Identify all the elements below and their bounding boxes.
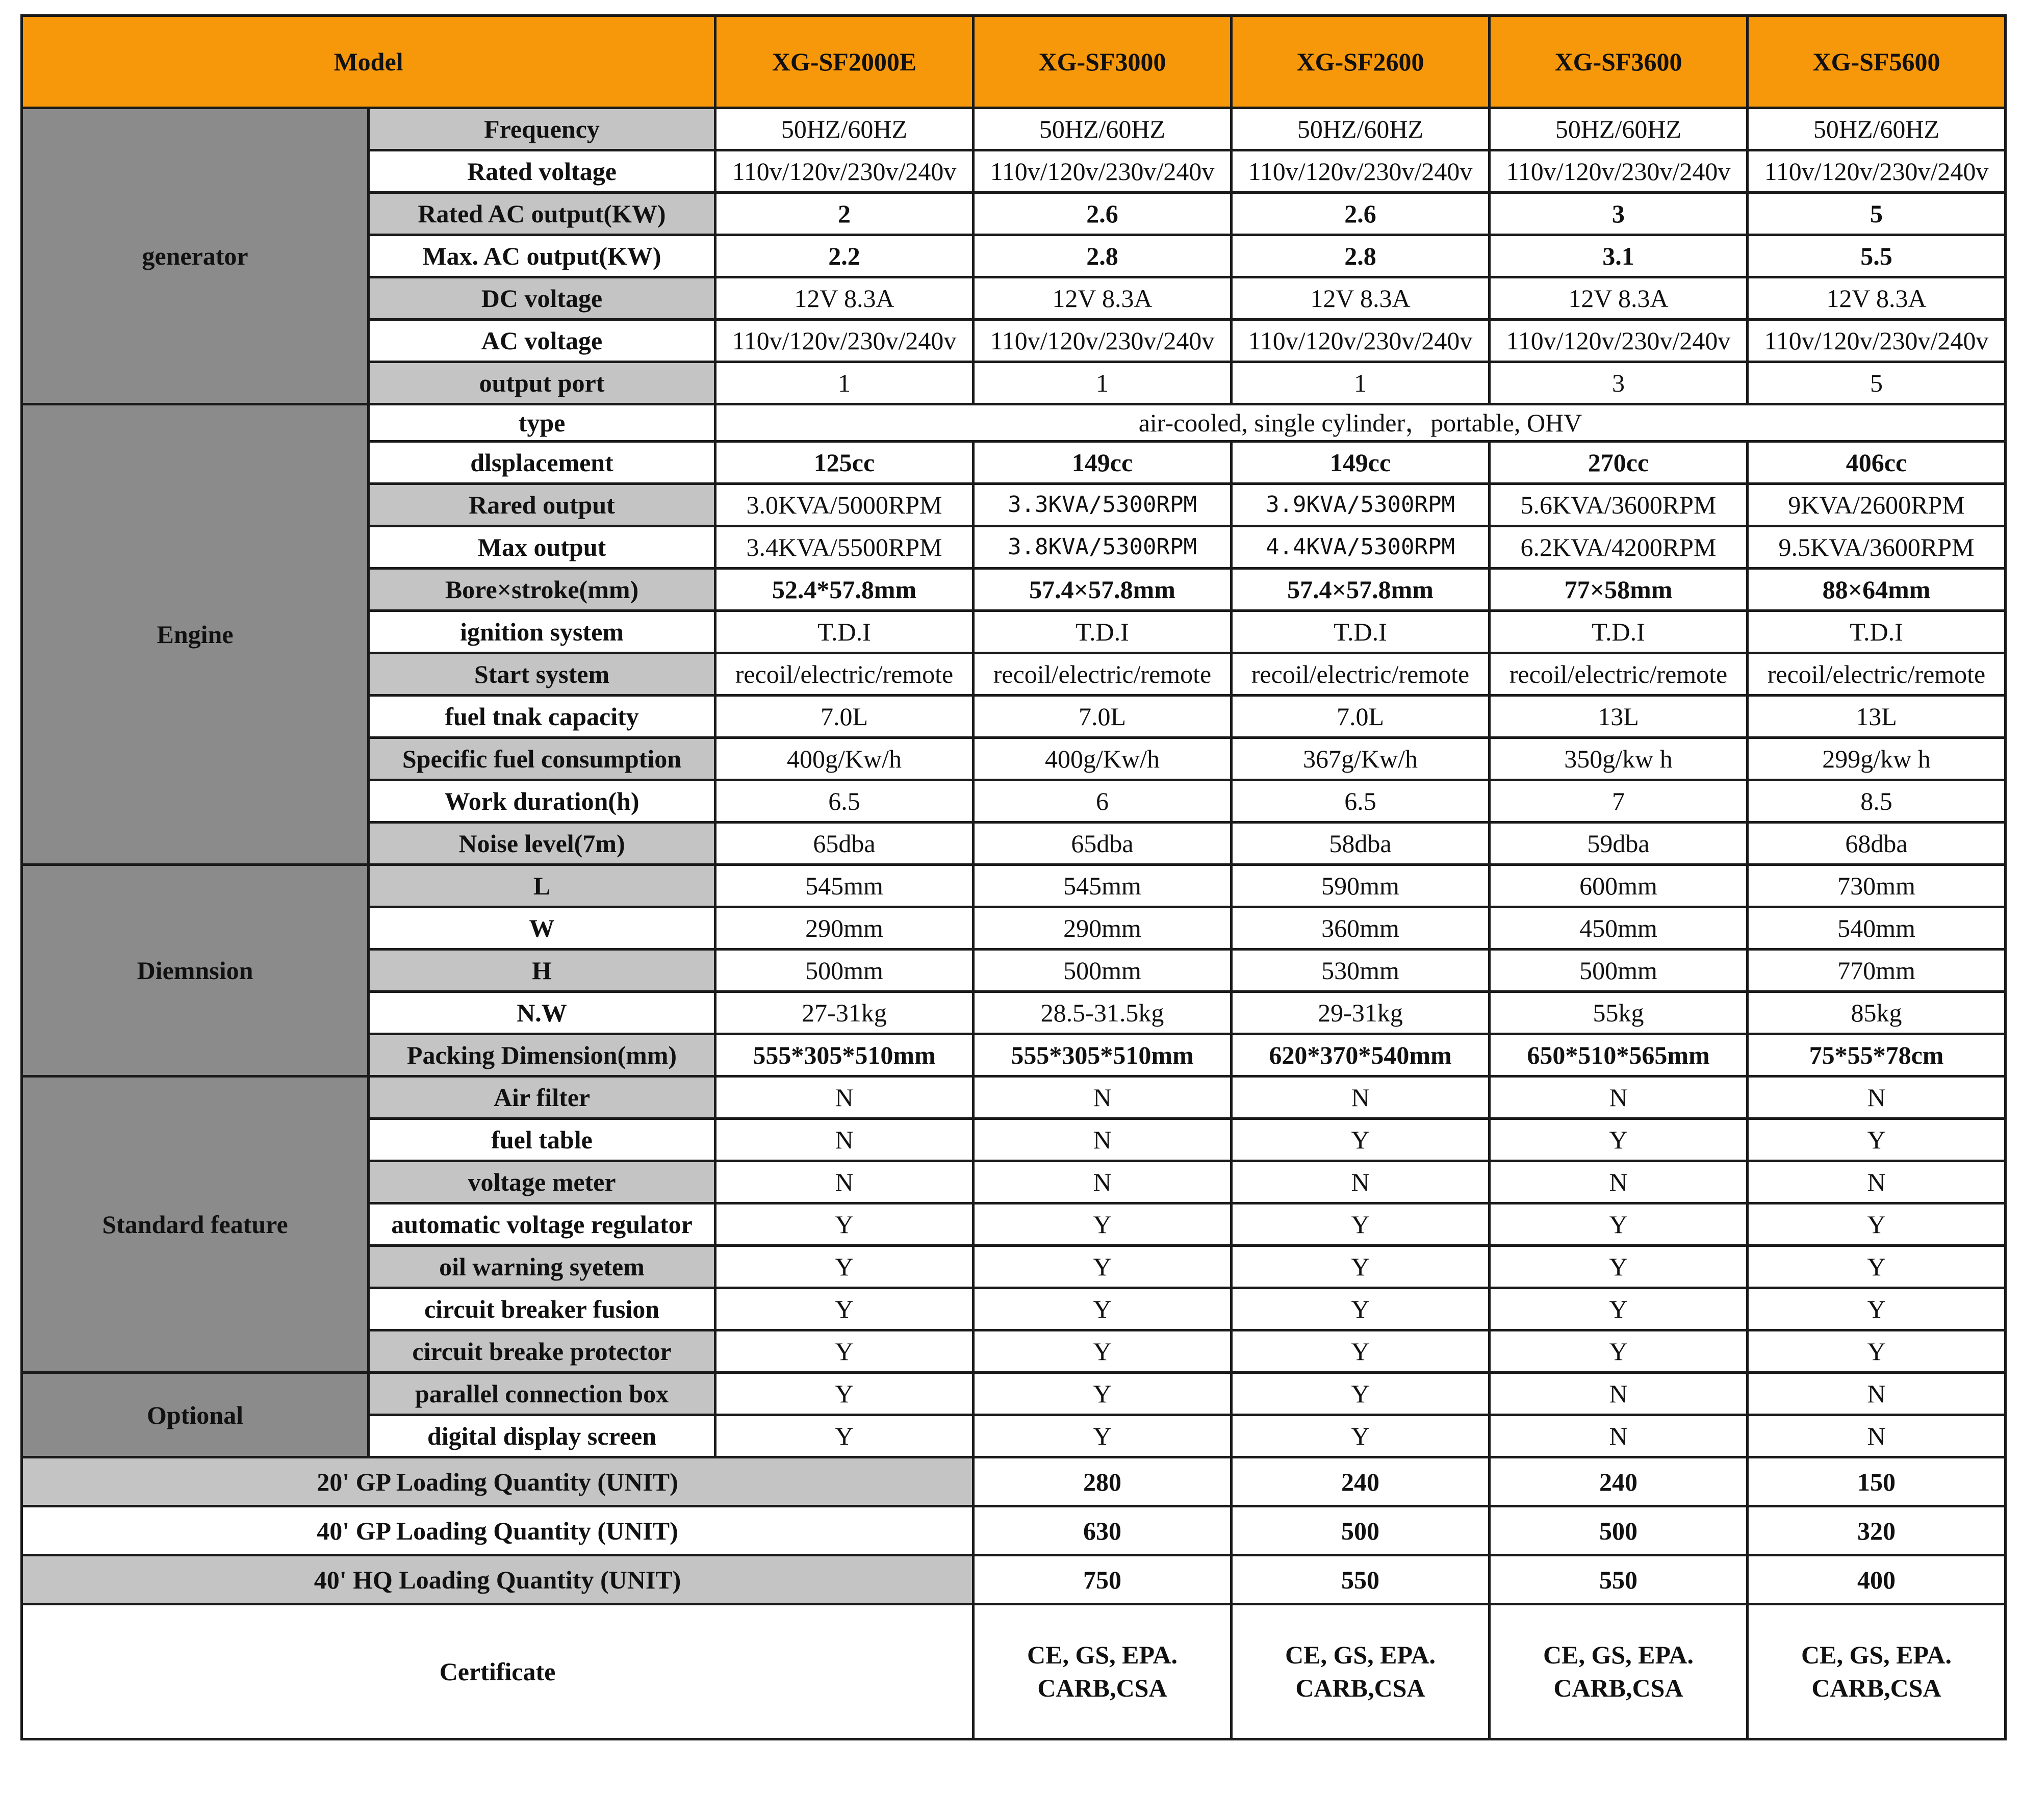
spec-value: 1 — [715, 362, 974, 404]
spec-value: 2.8 — [974, 235, 1232, 277]
spec-value: T.D.I — [1232, 611, 1490, 653]
spec-label: Air filter — [369, 1076, 715, 1119]
spec-value: 13L — [1490, 696, 1748, 738]
spec-label: fuel tnak capacity — [369, 696, 715, 738]
spec-label: Rated voltage — [369, 150, 715, 193]
spec-value: 500mm — [974, 950, 1232, 992]
spec-value: 68dba — [1748, 823, 2006, 865]
spec-value: 110v/120v/230v/240v — [974, 150, 1232, 193]
spec-value: 3.9KVA/5300RPM — [1232, 484, 1490, 526]
certificate-label: Certificate — [22, 1604, 974, 1739]
spec-value: 27-31kg — [715, 992, 974, 1034]
spec-value: Y — [1490, 1330, 1748, 1373]
spec-value: 545mm — [974, 865, 1232, 907]
spec-value: 3.1 — [1490, 235, 1748, 277]
spec-value: 29-31kg — [1232, 992, 1490, 1034]
spec-value: Y — [1232, 1203, 1490, 1246]
loading-row — [22, 1457, 2006, 1506]
model-name-3: XG-SF3600 — [1490, 16, 1748, 108]
spec-value: 1 — [1232, 362, 1490, 404]
spec-value: 110v/120v/230v/240v — [715, 150, 974, 193]
engine-group-label: Engine — [22, 404, 369, 865]
spec-value: 555*305*510mm — [715, 1034, 974, 1076]
spec-value: recoil/electric/remote — [1748, 653, 2006, 696]
spec-value: N — [1748, 1373, 2006, 1415]
spec-value: recoil/electric/remote — [974, 653, 1232, 696]
model-header: Model — [22, 16, 715, 108]
spec-value: N — [974, 1161, 1232, 1203]
spec-value: 110v/120v/230v/240v — [1748, 320, 2006, 362]
spec-value: Y — [1748, 1246, 2006, 1288]
certificate-value — [1490, 1604, 1748, 1739]
spec-value: 540mm — [1748, 907, 2006, 950]
spec-value: Y — [715, 1203, 974, 1246]
spec-value: N — [1490, 1373, 1748, 1415]
spec-value: 620*370*540mm — [1232, 1034, 1490, 1076]
spec-value: 400g/Kw/h — [715, 738, 974, 780]
loading-value: 280 — [974, 1457, 1232, 1506]
spec-value: Y — [715, 1246, 974, 1288]
spec-label: W — [369, 907, 715, 950]
spec-value: 3 — [1490, 362, 1748, 404]
spec-value: 7.0L — [1232, 696, 1490, 738]
spec-value: T.D.I — [1748, 611, 2006, 653]
spec-value: Y — [1490, 1203, 1748, 1246]
spec-value: 6 — [974, 780, 1232, 823]
certificate-line-2: CARB,CSA — [1037, 1674, 1167, 1702]
loading-label: 40' HQ Loading Quantity (UNIT) — [22, 1555, 974, 1604]
loading-value: 150 — [1748, 1457, 2006, 1506]
spec-value: 52.4*57.8mm — [715, 569, 974, 611]
loading-value: 500 — [1490, 1506, 1748, 1555]
spec-value: N — [1748, 1076, 2006, 1119]
spec-value: 299g/kw h — [1748, 738, 2006, 780]
spec-label: digital display screen — [369, 1415, 715, 1457]
spec-value: 600mm — [1490, 865, 1748, 907]
spec-value: 9KVA/2600RPM — [1748, 484, 2006, 526]
dimension-row — [22, 865, 2006, 907]
spec-value: 7.0L — [715, 696, 974, 738]
certificate-line-2: CARB,CSA — [1295, 1674, 1425, 1702]
spec-value: N — [1490, 1415, 1748, 1457]
spec-value: Y — [715, 1415, 974, 1457]
spec-value: 7.0L — [974, 696, 1232, 738]
spec-value: 450mm — [1490, 907, 1748, 950]
certificate-line-1: CE, GS, EPA. — [1027, 1640, 1178, 1669]
model-name-4: XG-SF5600 — [1748, 16, 2006, 108]
spec-value: 500mm — [1490, 950, 1748, 992]
spec-value: Y — [1748, 1330, 2006, 1373]
spec-label: oil warning syetem — [369, 1246, 715, 1288]
spec-label: Rated AC output(KW) — [369, 193, 715, 235]
spec-label: automatic voltage regulator — [369, 1203, 715, 1246]
spec-value: 110v/120v/230v/240v — [1490, 150, 1748, 193]
spec-value: 59dba — [1490, 823, 1748, 865]
spec-value: 650*510*565mm — [1490, 1034, 1748, 1076]
spec-value: 5 — [1748, 362, 2006, 404]
spec-value: 110v/120v/230v/240v — [1232, 150, 1490, 193]
spec-value: 2.8 — [1232, 235, 1490, 277]
spec-value: 28.5-31.5kg — [974, 992, 1232, 1034]
generator-group-label: generator — [22, 108, 369, 404]
spec-value: 555*305*510mm — [974, 1034, 1232, 1076]
spec-label: ignition system — [369, 611, 715, 653]
spec-value: T.D.I — [715, 611, 974, 653]
spec-value: 3.3KVA/5300RPM — [974, 484, 1232, 526]
spec-value: 110v/120v/230v/240v — [1748, 150, 2006, 193]
spec-value: 290mm — [715, 907, 974, 950]
spec-value: Y — [715, 1330, 974, 1373]
spec-value: 1 — [974, 362, 1232, 404]
spec-label: circuit breaker fusion — [369, 1288, 715, 1330]
spec-value: 6.5 — [715, 780, 974, 823]
spec-label: Frequency — [369, 108, 715, 150]
loading-label: 40' GP Loading Quantity (UNIT) — [22, 1506, 974, 1555]
spec-value: Y — [1232, 1288, 1490, 1330]
spec-label: H — [369, 950, 715, 992]
spec-value: 8.5 — [1748, 780, 2006, 823]
spec-value: 406cc — [1748, 442, 2006, 484]
spec-value: N — [974, 1119, 1232, 1161]
spec-label: N.W — [369, 992, 715, 1034]
spec-value: 5.5 — [1748, 235, 2006, 277]
spec-label: L — [369, 865, 715, 907]
certificate-value — [1748, 1604, 2006, 1739]
spec-label: Packing Dimension(mm) — [369, 1034, 715, 1076]
certificate-line-1: CE, GS, EPA. — [1543, 1640, 1694, 1669]
spec-label: voltage meter — [369, 1161, 715, 1203]
spec-value: Y — [715, 1288, 974, 1330]
spec-value: Y — [1748, 1288, 2006, 1330]
spec-value: recoil/electric/remote — [1232, 653, 1490, 696]
spec-value: 110v/120v/230v/240v — [1232, 320, 1490, 362]
spec-value: 12V 8.3A — [1748, 277, 2006, 320]
spec-value: 12V 8.3A — [1490, 277, 1748, 320]
spec-label: circuit breake protector — [369, 1330, 715, 1373]
spec-value: 7 — [1490, 780, 1748, 823]
loading-value: 500 — [1232, 1506, 1490, 1555]
spec-value: 75*55*78cm — [1748, 1034, 2006, 1076]
spec-value: 65dba — [715, 823, 974, 865]
spec-value: 367g/Kw/h — [1232, 738, 1490, 780]
spec-value: Y — [1232, 1246, 1490, 1288]
loading-value: 750 — [974, 1555, 1232, 1604]
spec-value: 3 — [1490, 193, 1748, 235]
spec-value: 350g/kw h — [1490, 738, 1748, 780]
spec-value: 50HZ/60HZ — [974, 108, 1232, 150]
spec-value: N — [1490, 1076, 1748, 1119]
spec-value: Y — [974, 1246, 1232, 1288]
spec-value: 9.5KVA/3600RPM — [1748, 526, 2006, 569]
spec-value: 12V 8.3A — [715, 277, 974, 320]
spec-value: 13L — [1748, 696, 2006, 738]
optional-row — [22, 1373, 2006, 1415]
loading-row — [22, 1555, 2006, 1604]
spec-value: T.D.I — [1490, 611, 1748, 653]
spec-value: Y — [1490, 1119, 1748, 1161]
spec-value: 57.4×57.8mm — [1232, 569, 1490, 611]
loading-value: 240 — [1232, 1457, 1490, 1506]
spec-value: 270cc — [1490, 442, 1748, 484]
certificate-line-2: CARB,CSA — [1553, 1674, 1683, 1702]
spec-value: 290mm — [974, 907, 1232, 950]
spec-value: 530mm — [1232, 950, 1490, 992]
spec-value: Y — [1748, 1203, 2006, 1246]
spec-value: 50HZ/60HZ — [1490, 108, 1748, 150]
spec-value: 4.4KVA/5300RPM — [1232, 526, 1490, 569]
spec-value: N — [1232, 1161, 1490, 1203]
spec-value: 12V 8.3A — [1232, 277, 1490, 320]
spec-value: 125cc — [715, 442, 974, 484]
spec-value: Y — [974, 1288, 1232, 1330]
spec-value: 400g/Kw/h — [974, 738, 1232, 780]
spec-value: 110v/120v/230v/240v — [1490, 320, 1748, 362]
spec-value: 2.6 — [1232, 193, 1490, 235]
spec-value: Y — [974, 1415, 1232, 1457]
engine-type-value: air-cooled, single cylinder，portable, OHV — [715, 404, 2006, 442]
spec-value: Y — [974, 1373, 1232, 1415]
standard-row — [22, 1076, 2006, 1119]
spec-value: Y — [974, 1203, 1232, 1246]
spec-value: Y — [1748, 1119, 2006, 1161]
spec-label: Noise level(7m) — [369, 823, 715, 865]
spec-value: Y — [715, 1373, 974, 1415]
spec-value: N — [974, 1076, 1232, 1119]
spec-label: AC voltage — [369, 320, 715, 362]
header-row — [22, 16, 2006, 108]
dimension-group-label: Diemnsion — [22, 865, 369, 1076]
spec-value: Y — [974, 1330, 1232, 1373]
loading-value: 320 — [1748, 1506, 2006, 1555]
spec-value: 55kg — [1490, 992, 1748, 1034]
standard-group-label: Standard feature — [22, 1076, 369, 1373]
spec-value: Y — [1490, 1246, 1748, 1288]
spec-value: 110v/120v/230v/240v — [715, 320, 974, 362]
spec-value: 85kg — [1748, 992, 2006, 1034]
optional-group-label: Optional — [22, 1373, 369, 1457]
spec-value: 590mm — [1232, 865, 1490, 907]
spec-value: Y — [1232, 1415, 1490, 1457]
spec-value: 500mm — [715, 950, 974, 992]
loading-value: 550 — [1490, 1555, 1748, 1604]
spec-value: 770mm — [1748, 950, 2006, 992]
spec-value: 3.4KVA/5500RPM — [715, 526, 974, 569]
spec-label: Work duration(h) — [369, 780, 715, 823]
spec-value: N — [1748, 1415, 2006, 1457]
spec-label: output port — [369, 362, 715, 404]
spec-table — [20, 14, 2007, 1740]
spec-value: 149cc — [1232, 442, 1490, 484]
loading-label: 20' GP Loading Quantity (UNIT) — [22, 1457, 974, 1506]
spec-value: 50HZ/60HZ — [1748, 108, 2006, 150]
loading-value: 400 — [1748, 1555, 2006, 1604]
spec-label: Max output — [369, 526, 715, 569]
certificate-value — [1232, 1604, 1490, 1739]
spec-value: 77×58mm — [1490, 569, 1748, 611]
spec-value: 6.5 — [1232, 780, 1490, 823]
spec-value: Y — [1490, 1288, 1748, 1330]
spec-value: N — [715, 1119, 974, 1161]
generator-row — [22, 108, 2006, 150]
spec-value: 2.2 — [715, 235, 974, 277]
loading-row — [22, 1506, 2006, 1555]
certificate-line-1: CE, GS, EPA. — [1285, 1640, 1436, 1669]
spec-value: recoil/electric/remote — [715, 653, 974, 696]
spec-value: 545mm — [715, 865, 974, 907]
spec-value: N — [715, 1161, 974, 1203]
spec-value: 3.8KVA/5300RPM — [974, 526, 1232, 569]
spec-label: Specific fuel consumption — [369, 738, 715, 780]
spec-value: Y — [1232, 1119, 1490, 1161]
spec-value: 50HZ/60HZ — [1232, 108, 1490, 150]
spec-value: 110v/120v/230v/240v — [974, 320, 1232, 362]
loading-value: 240 — [1490, 1457, 1748, 1506]
spec-label: Max. AC output(KW) — [369, 235, 715, 277]
spec-label: Start system — [369, 653, 715, 696]
spec-value: 3.0KVA/5000RPM — [715, 484, 974, 526]
certificate-line-1: CE, GS, EPA. — [1801, 1640, 1952, 1669]
loading-value: 630 — [974, 1506, 1232, 1555]
spec-label: dlsplacement — [369, 442, 715, 484]
spec-value: 50HZ/60HZ — [715, 108, 974, 150]
spec-value: 149cc — [974, 442, 1232, 484]
spec-value: 2.6 — [974, 193, 1232, 235]
spec-value: 6.2KVA/4200RPM — [1490, 526, 1748, 569]
certificate-value — [974, 1604, 1232, 1739]
engine-type-row — [22, 404, 2006, 442]
spec-value: N — [1490, 1161, 1748, 1203]
model-name-0: XG-SF2000E — [715, 16, 974, 108]
spec-value: N — [1232, 1076, 1490, 1119]
spec-label: fuel table — [369, 1119, 715, 1161]
spec-value: 5.6KVA/3600RPM — [1490, 484, 1748, 526]
spec-label: Bore×stroke(mm) — [369, 569, 715, 611]
spec-value: N — [1748, 1161, 2006, 1203]
spec-value: Y — [1232, 1330, 1490, 1373]
spec-value: recoil/electric/remote — [1490, 653, 1748, 696]
spec-value: 730mm — [1748, 865, 2006, 907]
spec-value: 12V 8.3A — [974, 277, 1232, 320]
spec-label: DC voltage — [369, 277, 715, 320]
spec-value: 57.4×57.8mm — [974, 569, 1232, 611]
engine-type-label: type — [369, 404, 715, 442]
certificate-row — [22, 1604, 2006, 1739]
spec-value: 5 — [1748, 193, 2006, 235]
spec-value: Y — [1232, 1373, 1490, 1415]
certificate-line-2: CARB,CSA — [1811, 1674, 1941, 1702]
spec-label: parallel connection box — [369, 1373, 715, 1415]
spec-value: 360mm — [1232, 907, 1490, 950]
loading-value: 550 — [1232, 1555, 1490, 1604]
spec-label: Rared output — [369, 484, 715, 526]
model-name-2: XG-SF2600 — [1232, 16, 1490, 108]
spec-value: 2 — [715, 193, 974, 235]
spec-value: N — [715, 1076, 974, 1119]
spec-value: T.D.I — [974, 611, 1232, 653]
spec-value: 65dba — [974, 823, 1232, 865]
spec-value: 58dba — [1232, 823, 1490, 865]
spec-value: 88×64mm — [1748, 569, 2006, 611]
model-name-1: XG-SF3000 — [974, 16, 1232, 108]
